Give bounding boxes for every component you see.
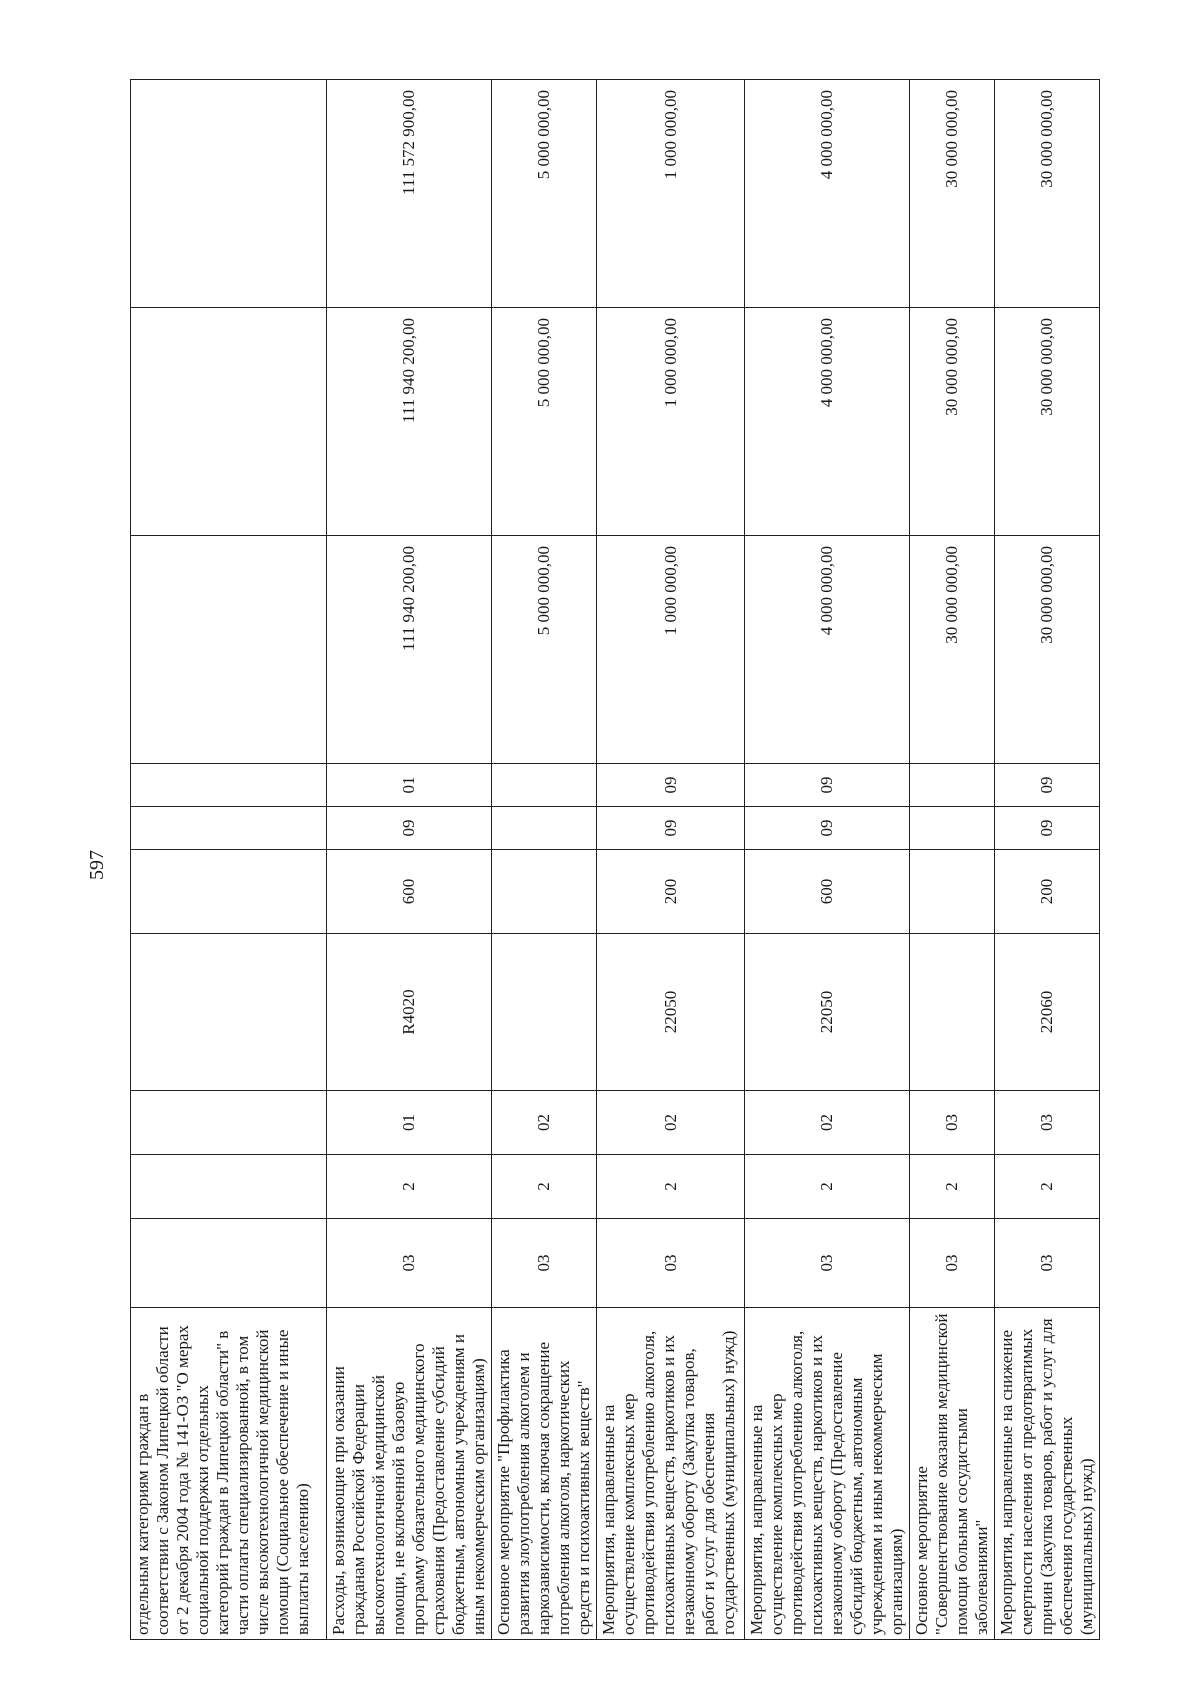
- expense-type-cell: [492, 850, 597, 934]
- subprogram-cell: 2: [492, 1155, 597, 1219]
- table-row: [131, 80, 327, 1640]
- sum-1-cell: 30 000 000,00: [910, 536, 995, 764]
- sum-2-cell: 30 000 000,00: [910, 308, 995, 536]
- subsection-cell: 09: [597, 764, 745, 807]
- sum-1-cell: [131, 536, 327, 764]
- sum-1-cell: 4 000 000,00: [745, 536, 910, 764]
- subprogram-cell: 2: [597, 1155, 745, 1219]
- subprogram-cell: [131, 1155, 327, 1219]
- sum-2-cell: 5 000 000,00: [492, 308, 597, 536]
- sum-3-cell: [131, 80, 327, 308]
- main-event-cell: 02: [745, 1091, 910, 1155]
- table-row: [910, 80, 995, 1640]
- section-cell: [910, 807, 995, 850]
- section-cell: 09: [995, 807, 1100, 850]
- main-event-cell: 03: [995, 1091, 1100, 1155]
- sum-3-cell: 1 000 000,00: [597, 80, 745, 308]
- direction-cell: 22050: [597, 934, 745, 1091]
- sum-3-cell: 111 572 900,00: [327, 80, 492, 308]
- direction-cell: [492, 934, 597, 1091]
- description-cell: Мероприятия, направленные на осуществление комплексных мер противодействия употреблению алкоголя, психоактивных веществ, наркотиков и их незаконному обороту (Предоставление субсидий бюджетным, автономным учреждениям и иным некоммерческим организациям): [745, 1308, 910, 1640]
- description-cell: отдельным категориям граждан в соответствии с Законом Липецкой области от 2 декабря 2004 года № 141-ОЗ "О мерах социальной поддержки отдельных категорий граждан в Липецкой области" в части оплаты специализированной, в том числе высокотехнологичной медицинской помощи (Социальное обеспечение и иные выплаты населению): [131, 1308, 327, 1640]
- sum-2-cell: 4 000 000,00: [745, 308, 910, 536]
- expense-type-cell: 200: [995, 850, 1100, 934]
- sum-2-cell: 111 940 200,00: [327, 308, 492, 536]
- subsection-cell: [492, 764, 597, 807]
- main-event-cell: 02: [597, 1091, 745, 1155]
- table-row: [995, 80, 1100, 1640]
- sum-1-cell: 5 000 000,00: [492, 536, 597, 764]
- page-number: 597: [86, 850, 108, 880]
- main-event-cell: [131, 1091, 327, 1155]
- subprogram-cell: 2: [910, 1155, 995, 1219]
- program-cell: 03: [910, 1219, 995, 1308]
- program-cell: 03: [995, 1219, 1100, 1308]
- subprogram-cell: 2: [995, 1155, 1100, 1219]
- table-row: [327, 80, 492, 1640]
- table-row: [492, 80, 597, 1640]
- program-cell: 03: [327, 1219, 492, 1308]
- section-cell: 09: [597, 807, 745, 850]
- program-cell: 03: [492, 1219, 597, 1308]
- expense-type-cell: 200: [597, 850, 745, 934]
- table-row: [597, 80, 745, 1640]
- section-cell: [131, 807, 327, 850]
- description-cell: Мероприятия, направленные на снижение смертности населения от предотвратимых причин (Закупка товаров, работ и услуг для обеспечения государственных (муниципальных) нужд): [995, 1308, 1100, 1640]
- budget-table: [130, 79, 1100, 1640]
- description-cell: Основное мероприятие "Совершенствование оказания медицинской помощи больным сосудистыми заболеваниями": [910, 1308, 995, 1640]
- subsection-cell: [131, 764, 327, 807]
- subsection-cell: 09: [995, 764, 1100, 807]
- sum-2-cell: 30 000 000,00: [995, 308, 1100, 536]
- budget-table-wrapper: [130, 80, 1095, 1640]
- section-cell: 09: [327, 807, 492, 850]
- program-cell: 03: [745, 1219, 910, 1308]
- subprogram-cell: 2: [327, 1155, 492, 1219]
- sum-3-cell: 4 000 000,00: [745, 80, 910, 308]
- direction-cell: R4020: [327, 934, 492, 1091]
- sum-1-cell: 30 000 000,00: [995, 536, 1100, 764]
- section-cell: [492, 807, 597, 850]
- subprogram-cell: 2: [745, 1155, 910, 1219]
- main-event-cell: 02: [492, 1091, 597, 1155]
- expense-type-cell: [131, 850, 327, 934]
- expense-type-cell: 600: [327, 850, 492, 934]
- table-body: [131, 80, 1100, 1640]
- sum-3-cell: 30 000 000,00: [910, 80, 995, 308]
- table-row: [745, 80, 910, 1640]
- sum-1-cell: 1 000 000,00: [597, 536, 745, 764]
- sum-3-cell: 5 000 000,00: [492, 80, 597, 308]
- direction-cell: [910, 934, 995, 1091]
- expense-type-cell: 600: [745, 850, 910, 934]
- expense-type-cell: [910, 850, 995, 934]
- direction-cell: [131, 934, 327, 1091]
- description-cell: Мероприятия, направленные на осуществление комплексных мер противодействия употреблению алкоголя, психоактивных веществ, наркотиков и их незаконному обороту (Закупка товаров, работ и услуг для обеспечения государственных (муниципальных) нужд): [597, 1308, 745, 1640]
- main-event-cell: 03: [910, 1091, 995, 1155]
- subsection-cell: [910, 764, 995, 807]
- description-cell: Основное мероприятие "Профилактика развития злоупотребления алкоголем и наркозависимости, включая сокращение потребления алкоголя, наркотических средств и психоактивных веществ": [492, 1308, 597, 1640]
- section-cell: 09: [745, 807, 910, 850]
- subsection-cell: 09: [745, 764, 910, 807]
- program-cell: 03: [597, 1219, 745, 1308]
- program-cell: [131, 1219, 327, 1308]
- description-cell: Расходы, возникающие при оказании гражданам Российской Федерации высокотехнологичной медицинской помощи, не включенной в базовую программу обязательного медицинского страхования (Предоставление субсидий бюджетным, автономным учреждениям и иным некоммерческим организациям): [327, 1308, 492, 1640]
- sum-3-cell: 30 000 000,00: [995, 80, 1100, 308]
- sum-2-cell: 1 000 000,00: [597, 308, 745, 536]
- main-event-cell: 01: [327, 1091, 492, 1155]
- direction-cell: 22060: [995, 934, 1100, 1091]
- direction-cell: 22050: [745, 934, 910, 1091]
- sum-1-cell: 111 940 200,00: [327, 536, 492, 764]
- subsection-cell: 01: [327, 764, 492, 807]
- sum-2-cell: [131, 308, 327, 536]
